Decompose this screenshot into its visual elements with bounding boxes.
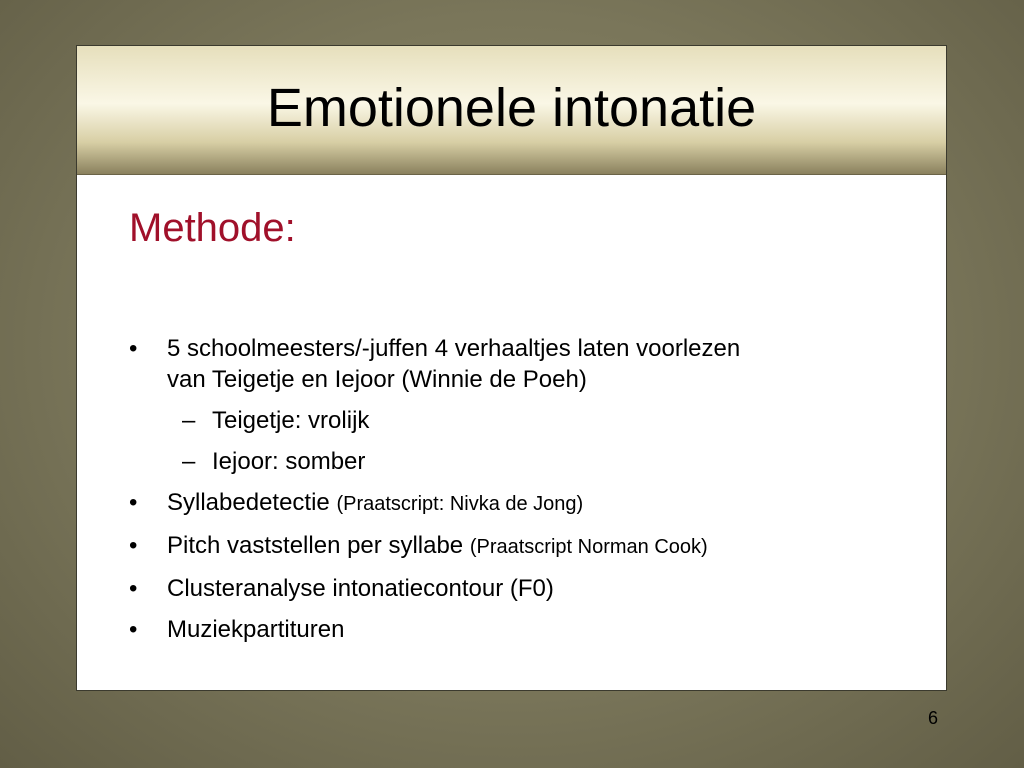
sub-bullet-text: Iejoor: somber <box>212 448 366 475</box>
bullet-marker: • <box>129 575 138 602</box>
slide-frame <box>76 45 947 691</box>
bullet-list <box>77 333 937 655</box>
sub-bullet-item <box>77 405 937 436</box>
bullet-item <box>77 614 937 645</box>
bullet-text: 5 schoolmeesters/-juffen 4 verhaaltjes laten voorlezen <box>167 335 741 362</box>
bullet-item <box>77 333 937 395</box>
bullet-item <box>77 530 937 563</box>
bullet-marker: • <box>129 532 138 559</box>
bullet-text: Syllabedetectie <box>167 489 330 516</box>
bullet-marker: • <box>129 489 138 516</box>
sub-bullet-text: Teigetje: vrolijk <box>212 407 370 434</box>
bullet-note: (Praatscript Norman Cook) <box>469 536 708 558</box>
dash-marker: – <box>182 407 196 434</box>
dash-marker: – <box>182 448 196 475</box>
title-bar <box>77 46 946 175</box>
sub-bullet-item <box>77 446 937 477</box>
section-heading: Methode: <box>129 206 296 250</box>
bullet-text: Clusteranalyse intonatiecontour (F0) <box>167 575 554 602</box>
page-number: 6 <box>927 708 938 728</box>
bullet-note: (Praatscript: Nivka de Jong) <box>336 493 584 515</box>
bullet-text: Pitch vaststellen per syllabe <box>167 532 464 559</box>
bullet-text-continued: van Teigetje en Iejoor (Winnie de Poeh) <box>167 366 587 393</box>
bullet-marker: • <box>129 616 138 643</box>
slide-title: Emotionele intonatie <box>266 78 757 138</box>
bullet-marker: • <box>129 335 138 362</box>
bullet-item <box>77 573 937 604</box>
bullet-text: Muziekpartituren <box>167 616 345 643</box>
bullet-item <box>77 487 937 520</box>
